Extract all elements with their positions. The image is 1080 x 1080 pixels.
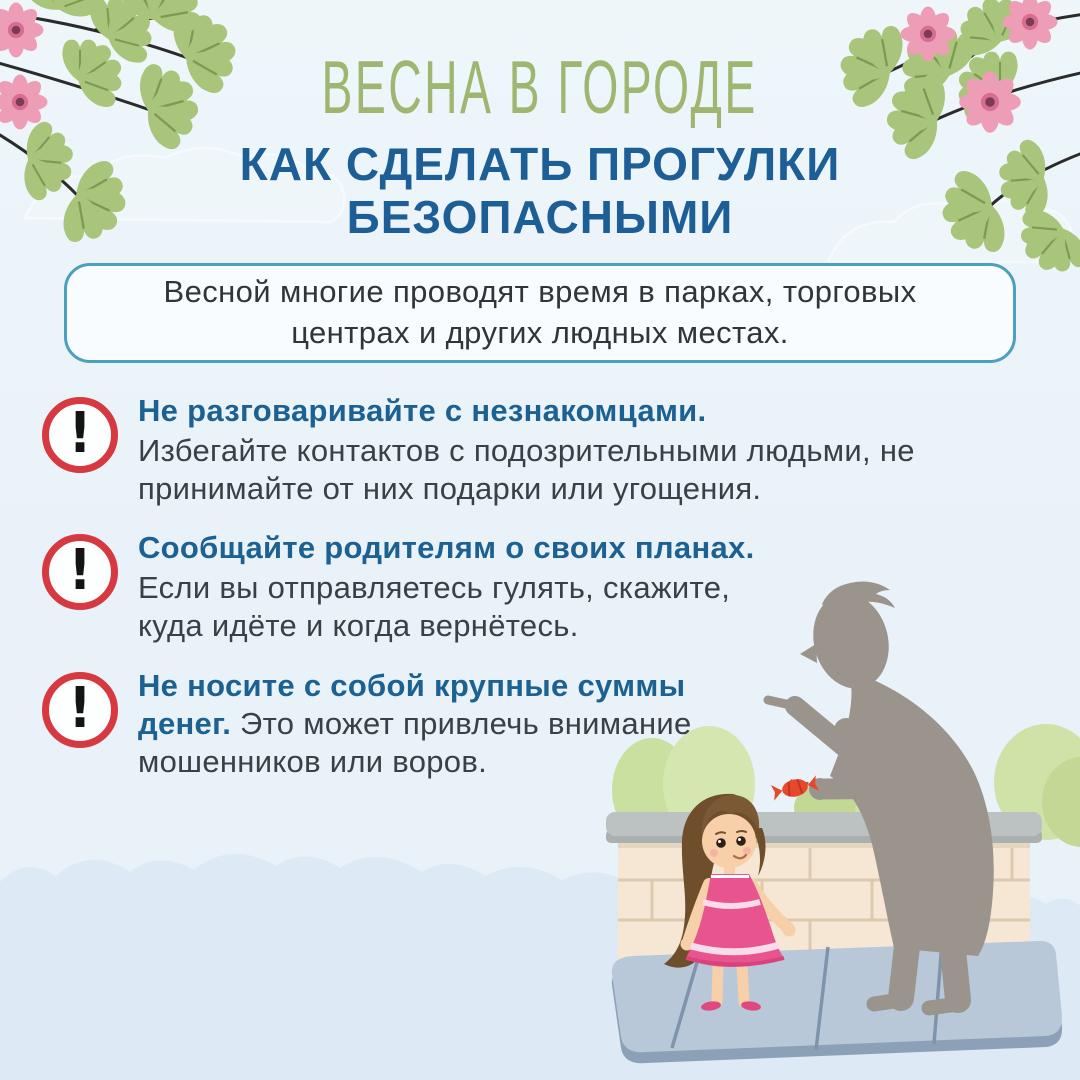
tip-heading: Не носите с собой крупные суммы денег. bbox=[138, 667, 686, 741]
page-subtitle: КАК СДЕЛАТЬ ПРОГУЛКИ БЕЗОПАСНЫМИ bbox=[239, 138, 841, 243]
safety-tips-list bbox=[42, 392, 1052, 780]
exclamation-circle-icon: ! bbox=[42, 534, 118, 610]
page-title: ВЕСНА В ГОРОДЕ bbox=[321, 45, 759, 130]
exclamation-circle-icon: ! bbox=[42, 672, 118, 748]
tip-body: Если вы отправляетесь гулять, скажите, куда идёте и когда вернётесь. bbox=[138, 570, 731, 644]
tip-body: Это может привлечь внимание мошенников или воров. bbox=[138, 705, 692, 779]
tip-tell-parents-plans bbox=[42, 529, 1052, 644]
tip-heading: Не разговаривайте с незнакомцами. bbox=[138, 393, 707, 428]
tip-heading: Сообщайте родителям о своих планах. bbox=[138, 530, 755, 566]
intro-box bbox=[64, 263, 1016, 363]
tip-no-talking-to-strangers bbox=[42, 392, 1052, 507]
exclamation-circle-icon: ! bbox=[42, 397, 118, 473]
intro-text: Весной многие проводят время в парках, торговых центрах и других людных местах. bbox=[163, 274, 917, 350]
tip-body: Избегайте контактов с подозрительными людьми, не принимайте от них подарки или угощения. bbox=[138, 432, 915, 506]
tip-no-large-money bbox=[42, 667, 1052, 780]
